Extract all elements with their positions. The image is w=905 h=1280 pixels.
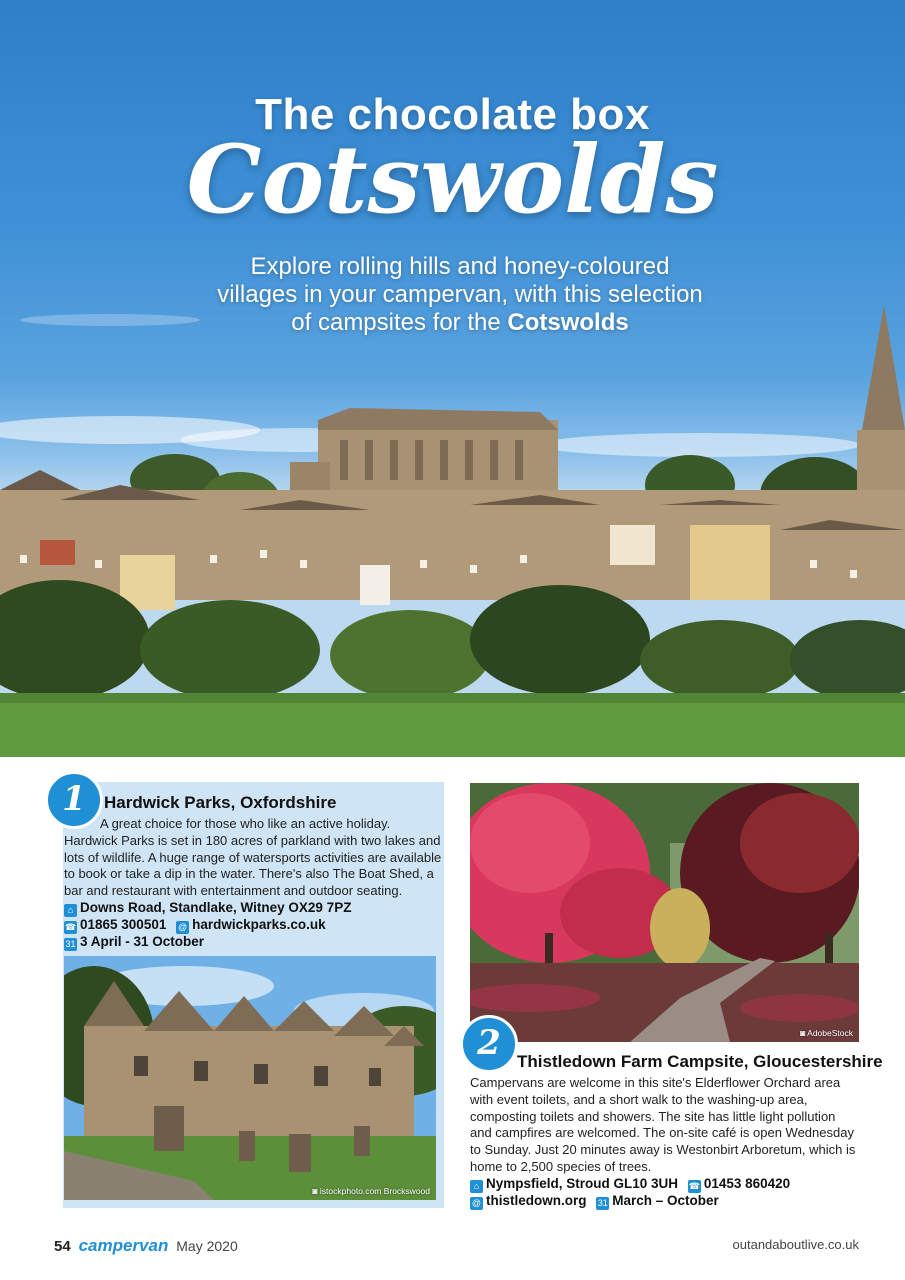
site-2-phone: 01453 860420 [703,1176,791,1191]
page-number: 54 [54,1238,71,1255]
calendar-icon: 31 [65,939,76,949]
site-1-photo [64,956,436,1200]
site-2-photo [470,783,859,1042]
website-icon: @ [471,1198,482,1208]
site-1-title: Hardwick Parks, Oxfordshire [104,793,337,812]
standfirst-line: Explore rolling hills and honey-coloured [250,253,670,280]
site-2-description: Campervans are welcome in this site's Elderflower Orchard area with event toilets, and a short walk to the washing-up area, composting toilets and showers. The site has little light pollution and campfires are welcomed. The on-site café is open Wednesday to Sunday. Just 20 minutes away is Westonbirt Arboretum, which is home to 2,500 species of trees. [470,1075,856,1174]
site-2-address: Nympsfield, Stroud GL10 3UH [486,1176,679,1191]
standfirst-line: villages in your campervan, with this selection [217,281,703,308]
almshouses-image [64,956,436,1200]
site-2-title: Thistledown Farm Campsite, Gloucestershire [517,1052,883,1071]
site-2-website[interactable]: thistledown.org [486,1193,587,1208]
site-1-dates: 3 April - 31 October [80,934,205,949]
site-2-dates: March – October [612,1193,719,1208]
site-1-website[interactable]: hardwickparks.co.uk [192,917,326,932]
arboretum-image [470,783,859,1042]
footer-url[interactable]: outandaboutlive.co.uk [732,1237,859,1252]
site-1-dates-row [64,933,204,951]
kicker: The chocolate box [255,90,650,139]
camera-icon: ◙ [800,1028,808,1038]
standfirst-line: of campsites for the [291,309,508,336]
address-icon: ⌂ [470,1180,483,1193]
website-icon: @ [178,922,188,932]
site-1-phone: 01865 300501 [80,917,167,932]
site-2-contact-row [470,1175,790,1193]
site-2-number: 2 [460,1015,518,1073]
address-icon: ⌂ [64,904,77,917]
phone-icon: ☎ [688,1181,700,1191]
site-1-address: Downs Road, Standlake, Witney OX29 7PZ [80,900,352,915]
calendar-icon: 31 [597,1198,608,1208]
site-2-web-row [470,1192,719,1210]
site-1-photo-credit-text: istockphoto.com Brockswood [319,1186,430,1196]
camera-icon: ◙ [312,1186,320,1196]
site-1-address-row [64,899,351,917]
site-1-number: 1 [45,771,103,829]
site-1-description: A great choice for those who like an active holiday. Hardwick Parks is set in 180 acres of parkland with two lakes and lots of wildlife. A huge range of watersports activities are available to book or take a dip in the water. There's also The Boat Shed, a bar and restaurant with entertainment and outdoor seating. [64,816,442,899]
magazine-logo: campervan [78,1236,169,1255]
issue-date: May 2020 [176,1238,238,1254]
standfirst [150,253,770,337]
site-2-photo-credit-text: AdobeStock [807,1028,853,1038]
site-1-contact-row [64,916,326,934]
footer [54,1236,238,1256]
headline: Cotswolds [186,125,719,235]
standfirst-bold: Cotswolds [507,309,629,336]
site-2-photo-credit [800,1028,853,1038]
phone-icon: ☎ [64,922,77,932]
site-1-photo-credit [312,1186,430,1196]
